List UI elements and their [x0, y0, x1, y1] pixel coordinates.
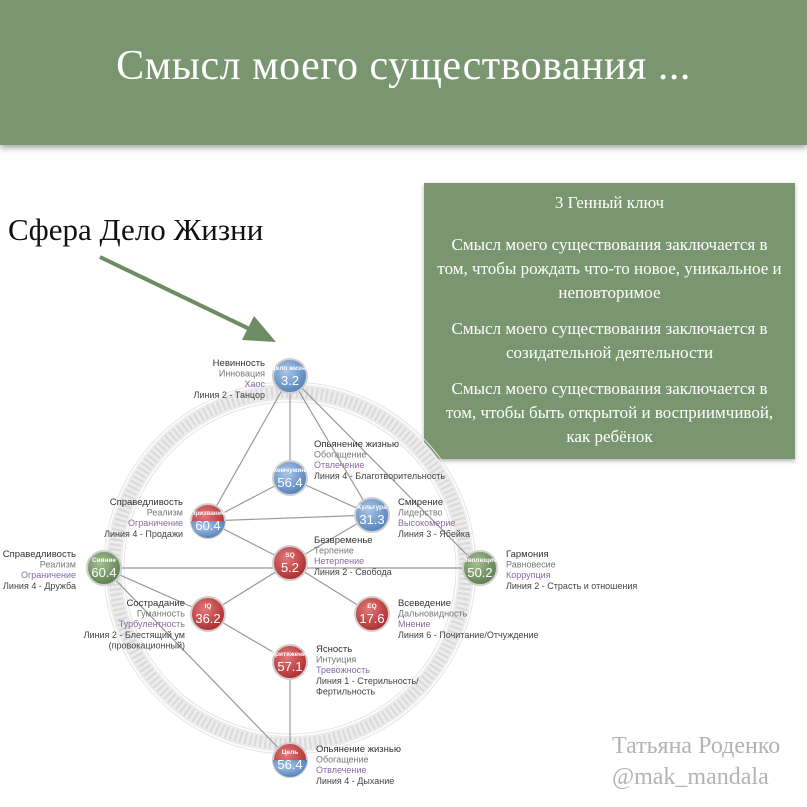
pointer-arrow [100, 257, 276, 342]
label-block-iq [84, 598, 186, 650]
info-paragraph-3: Смысл моего существования заключается в том, чтобы быть открытой и восприимчивой, как ребёнок [445, 379, 774, 446]
info-paragraph-2: Смысл моего существования заключается в созидательной деятельности [451, 319, 768, 362]
label-iq-line-1: Сострадание [126, 598, 185, 609]
label-siyan-line-3: Ограничение [21, 570, 76, 581]
label-block-sq [314, 535, 392, 577]
node-name-siyan: Сияние [91, 557, 117, 564]
node-value-eq: 17.6 [359, 611, 385, 626]
node-name-sq: SQ [285, 552, 295, 559]
label-delo-line-1: Невинность [212, 358, 265, 369]
label-sq-line-4: Линия 2 - Свобода [314, 566, 392, 577]
node-name-prit: Притяжение [270, 651, 310, 658]
label-eq-line-2: Дальновидность [398, 608, 468, 619]
label-prizv-line-1: Справедливость [109, 497, 183, 508]
node-name-prizv: Призвание [190, 510, 226, 517]
node-name-zhemch: Жемчужина [271, 467, 309, 474]
node-value-delo: 3.2 [280, 373, 300, 388]
label-evol-line-4: Линия 2 - Страсть и отношения [506, 580, 638, 591]
node-value-prizv: 60.4 [195, 518, 221, 533]
node-value-cel: 56.4 [277, 757, 303, 772]
label-prit-line-5: Фертильность [316, 686, 376, 697]
label-iq-line-5: (провокационный) [108, 640, 185, 651]
info-title: 3 Генный ключ [554, 193, 665, 212]
label-sq-line-3: Нетерпение [314, 556, 365, 567]
node-name-delo: Дело жизни [271, 365, 309, 372]
label-iq-line-3: Турбулентность [118, 619, 185, 630]
label-prizv-line-4: Линия 4 - Продажи [104, 528, 183, 539]
label-siyan-line-4: Линия 4 - Дружба [3, 580, 76, 591]
label-prizv-line-2: Реализм [146, 507, 183, 518]
watermark-handle: @mak_mandala [612, 764, 769, 790]
node-value-iq: 36.2 [195, 611, 221, 626]
node-value-evol: 50.2 [467, 565, 493, 580]
node-name-iq: IQ [204, 603, 212, 610]
label-block-siyan [3, 549, 76, 591]
label-zhemch-line-4: Линия 4 - Благотворительность [314, 470, 446, 481]
node-name-eq: EQ [367, 603, 377, 610]
label-sq-line-2: Терпение [314, 545, 354, 556]
node-value-siyan: 60.4 [91, 565, 117, 580]
label-prit-line-4: Линия 1 - Стерильность/ [316, 675, 419, 686]
node-siyan [87, 551, 121, 585]
label-block-evol [506, 549, 637, 591]
node-iq [191, 597, 225, 631]
label-kult-line-2: Лидерство [398, 507, 443, 518]
label-sq-line-1: Безвременье [314, 535, 373, 546]
node-name-kult: Культура [357, 504, 387, 511]
label-siyan-line-2: Реализм [39, 559, 76, 570]
label-prit-line-3: Тревожность [316, 665, 370, 676]
label-delo-line-2: Инновация [218, 368, 265, 379]
label-evol-line-1: Гармония [506, 549, 549, 560]
label-zhemch-line-1: Опьянение жизнью [314, 439, 399, 450]
node-name-cel: Цель [281, 749, 299, 756]
label-cel-line-4: Линия 4 - Дыхание [316, 775, 395, 786]
node-kult [355, 498, 389, 532]
node-cel [273, 743, 307, 777]
label-delo-line-4: Линия 2 - Танцор [193, 389, 265, 400]
watermark-name: Татьяна Роденко [612, 733, 781, 759]
node-sq [273, 546, 307, 580]
node-value-prit: 57.1 [277, 659, 303, 674]
label-zhemch-line-3: Отвлечение [314, 460, 365, 471]
node-zhemch [270, 461, 309, 495]
label-eq-line-4: Линия 6 - Почитание/Отчуждение [398, 629, 539, 640]
label-iq-line-4: Линия 2 - Блестящий ум [83, 629, 185, 640]
node-delo [271, 359, 309, 393]
label-cel-line-3: Отвлечение [316, 765, 367, 776]
node-eq [355, 597, 389, 631]
label-kult-line-3: Высокомерие [398, 518, 456, 529]
label-prit-line-1: Ясность [316, 644, 353, 655]
label-kult-line-4: Линия 3 - Ябейка [398, 528, 471, 539]
page-title: Смысл моего существования ... [116, 43, 691, 89]
label-eq-line-3: Мнение [398, 619, 431, 630]
sphere-label: Сфера Дело Жизни [8, 212, 264, 247]
label-kult-line-1: Смирение [398, 497, 444, 508]
label-evol-line-2: Равновесие [506, 559, 556, 570]
info-paragraph-1: Смысл моего существования заключается в том, чтобы рождать что-то новое, уникальное и неповторимое [437, 235, 782, 302]
node-evol [463, 551, 497, 585]
label-prit-line-2: Интуиция [316, 654, 357, 665]
node-prizv [191, 504, 226, 538]
node-prit [270, 645, 310, 679]
label-eq-line-1: Всеведение [398, 598, 452, 609]
label-cel-line-1: Опьянение жизнью [316, 744, 401, 755]
label-evol-line-3: Коррупция [506, 570, 551, 581]
node-name-evol: Эволюция [463, 557, 497, 564]
label-zhemch-line-2: Обогащение [314, 449, 367, 460]
node-value-kult: 31.3 [359, 512, 385, 527]
label-iq-line-2: Гуманность [136, 608, 185, 619]
label-block-delo [194, 358, 266, 400]
label-prizv-line-3: Ограничение [128, 518, 183, 529]
node-value-sq: 5.2 [280, 560, 300, 575]
label-block-cel [316, 744, 401, 786]
label-siyan-line-1: Справедливость [2, 549, 76, 560]
label-delo-line-3: Хаос [244, 379, 265, 390]
node-value-zhemch: 56.4 [277, 475, 303, 490]
label-cel-line-2: Обогащение [316, 754, 369, 765]
